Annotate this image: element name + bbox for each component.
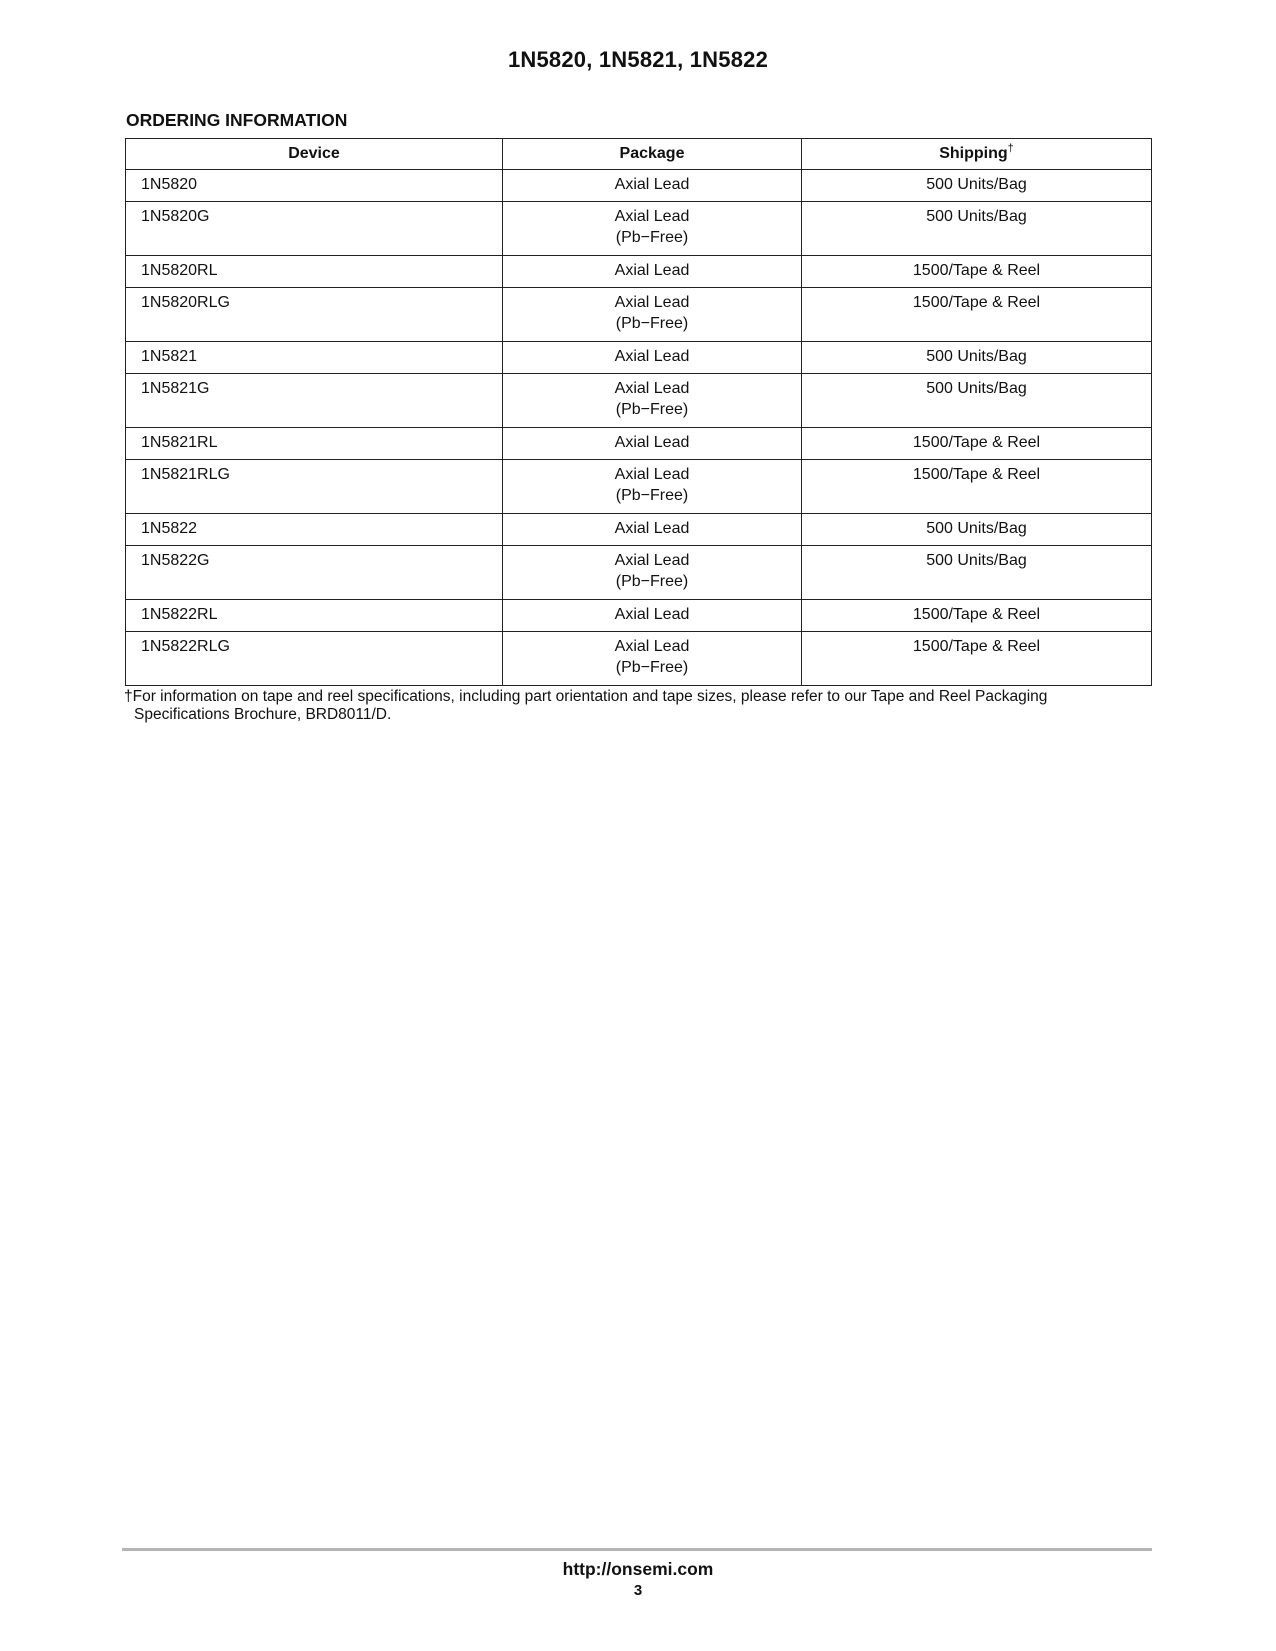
device-cell: 1N5821RL [126,428,503,460]
device-cell: 1N5822G [126,546,503,600]
package-cell: Axial Lead [503,256,802,288]
package-note: (Pb−Free) [615,573,689,590]
table-row [126,342,1152,374]
table-row [126,460,1152,514]
page-title: 1N5820, 1N5821, 1N5822 [507,47,769,72]
package-cell: Axial Lead (Pb−Free) [503,288,802,342]
shipping-cell: 500 Units/Bag [802,546,1152,600]
shipping-cell: 1500/Tape & Reel [802,632,1152,686]
table-row [126,170,1152,202]
shipping-cell: 500 Units/Bag [802,374,1152,428]
table-row [126,546,1152,600]
table-row [126,374,1152,428]
table-row [126,256,1152,288]
shipping-cell: 1500/Tape & Reel [802,256,1152,288]
table-row [126,514,1152,546]
package-cell: Axial Lead [503,600,802,632]
shipping-cell: 1500/Tape & Reel [802,288,1152,342]
shipping-cell: 1500/Tape & Reel [802,600,1152,632]
device-cell: 1N5820 [126,170,503,202]
column-header-device: Device [126,139,503,170]
shipping-cell: 500 Units/Bag [802,202,1152,256]
footer-url: http://onsemi.com [562,1559,714,1579]
table-row [126,428,1152,460]
package-note: (Pb−Free) [615,315,689,332]
device-cell: 1N5820G [126,202,503,256]
footer-divider [122,1548,1152,1551]
device-cell: 1N5822RL [126,600,503,632]
package-cell: Axial Lead (Pb−Free) [503,632,802,686]
device-cell: 1N5822RLG [126,632,503,686]
shipping-cell: 1500/Tape & Reel [802,428,1152,460]
package-cell: Axial Lead (Pb−Free) [503,460,802,514]
dagger-footnote-mark: † [1007,142,1014,155]
shipping-cell: 500 Units/Bag [802,170,1152,202]
package-cell: Axial Lead (Pb−Free) [503,374,802,428]
shipping-cell: 500 Units/Bag [802,342,1152,374]
package-cell: Axial Lead [503,170,802,202]
table-row [126,600,1152,632]
footnote-text-line1: For information on tape and reel specifications, including part orientation and tape sizes, please refer to our Tape and Reel Packaging [132,688,1048,705]
footnote-text-line2: Specifications Brochure, BRD8011/D. [134,706,392,723]
ordering-table [125,138,1152,686]
device-cell: 1N5821 [126,342,503,374]
package-note: (Pb−Free) [615,487,689,504]
package-note: (Pb−Free) [615,659,689,676]
dagger-footnote-mark: † [124,688,133,705]
device-cell: 1N5820RL [126,256,503,288]
package-cell: Axial Lead (Pb−Free) [503,546,802,600]
column-header-package: Package [503,139,802,170]
device-cell: 1N5822 [126,514,503,546]
shipping-footnote [124,688,1152,724]
ordering-information-heading: ORDERING INFORMATION [126,110,348,130]
package-note: (Pb−Free) [615,229,689,246]
table-row [126,202,1152,256]
package-cell: Axial Lead [503,342,802,374]
package-cell: Axial Lead [503,514,802,546]
table-row [126,632,1152,686]
package-cell: Axial Lead (Pb−Free) [503,202,802,256]
package-cell: Axial Lead [503,428,802,460]
column-header-shipping: Shipping† [802,139,1152,170]
page-number: 3 [633,1582,643,1599]
device-cell: 1N5821G [126,374,503,428]
shipping-cell: 1500/Tape & Reel [802,460,1152,514]
device-cell: 1N5821RLG [126,460,503,514]
table-header-row [126,139,1152,170]
device-cell: 1N5820RLG [126,288,503,342]
shipping-cell: 500 Units/Bag [802,514,1152,546]
table-row [126,288,1152,342]
package-note: (Pb−Free) [615,401,689,418]
